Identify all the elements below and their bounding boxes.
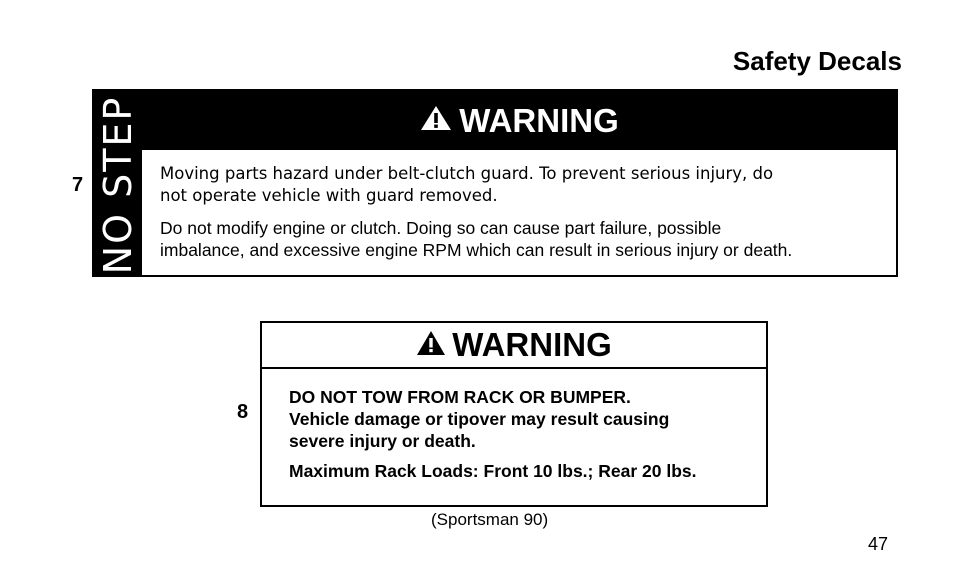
text-line: Maximum Rack Loads: Front 10 lbs.; Rear 20 lbs.	[289, 461, 697, 481]
warning-title: WARNING	[459, 101, 619, 139]
text-line: Do not modify engine or clutch. Doing so can cause part failure, possible	[160, 218, 722, 238]
text-line: not operate vehicle with guard removed.	[160, 186, 498, 205]
text-line: imbalance, and excessive engine RPM which can result in serious injury or death.	[160, 240, 793, 260]
text-line: DO NOT TOW FROM RACK OR BUMPER.	[289, 387, 631, 407]
no-step-band	[94, 91, 142, 275]
page-title: Safety Decals	[732, 46, 902, 76]
decal-8-paragraph-2	[289, 460, 769, 482]
decal-7-paragraph-2	[160, 217, 900, 261]
warning-triangle-icon	[419, 102, 453, 140]
decal-7-body	[160, 163, 900, 271]
text-line: Vehicle damage or tipover may result causing	[289, 409, 670, 429]
page-number: 47	[867, 534, 888, 554]
text-line: Moving parts hazard under belt-clutch guard. To prevent serious injury, do	[160, 164, 774, 183]
decal-number-8: 8	[237, 401, 249, 423]
warning-header	[142, 91, 896, 150]
text-line: severe injury or death.	[289, 431, 476, 451]
warning-header	[262, 323, 766, 369]
warning-triangle-icon	[416, 326, 446, 364]
decal-8-body	[289, 386, 769, 490]
warning-title: WARNING	[452, 326, 612, 363]
decal-8	[260, 321, 768, 507]
decal-7	[92, 89, 898, 277]
decal-7-paragraph-1	[160, 163, 900, 207]
decal-8-paragraph-1	[289, 386, 769, 452]
decal-8-caption: (Sportsman 90)	[431, 510, 549, 529]
decal-number-7: 7	[72, 174, 84, 196]
no-step-label: NO STEP	[96, 95, 140, 275]
